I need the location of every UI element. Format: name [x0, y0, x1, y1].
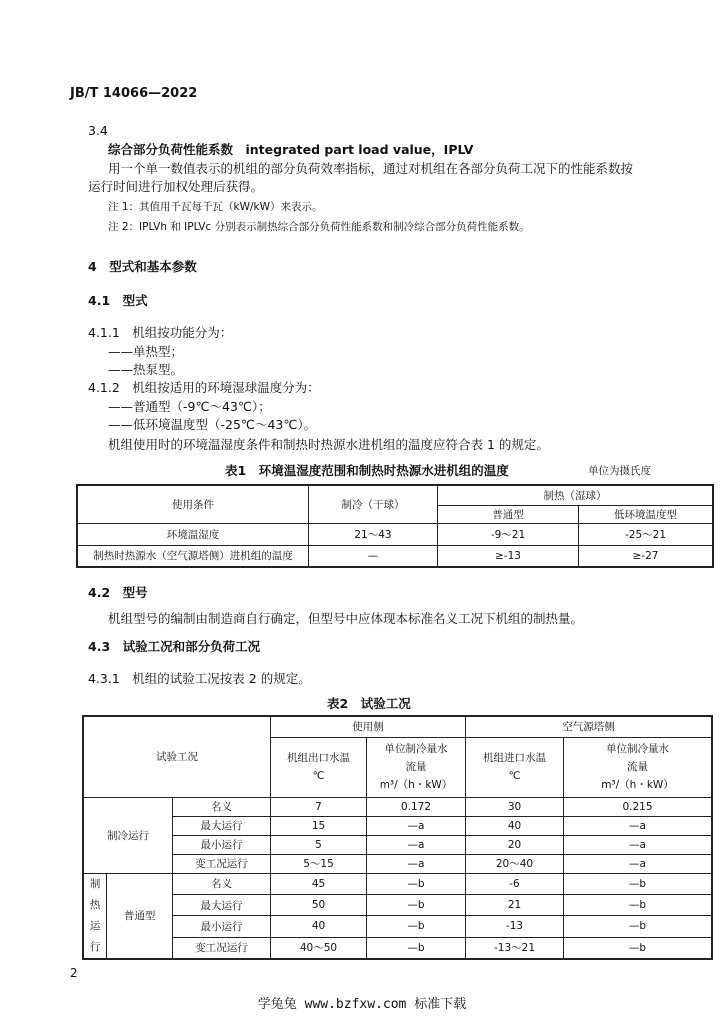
table-cell: —b: [367, 894, 466, 915]
table-cell: —a: [367, 854, 466, 873]
page-number: 2: [70, 966, 78, 980]
table-cell: 环境温湿度: [77, 523, 309, 545]
header-cell: [564, 737, 713, 797]
table-cell: 30: [466, 797, 564, 816]
table-cell: 7: [271, 797, 367, 816]
section-4-1-title: 4.1 型式: [88, 293, 148, 308]
table-cell: —: [309, 545, 438, 567]
section-4-2-title: 4.2 型号: [88, 585, 148, 600]
table-cell: 制热时热源水（空气源塔侧）进机组的温度: [77, 545, 309, 567]
table-row: [83, 873, 712, 894]
table-cell: 最小运行: [173, 916, 271, 937]
table-2: [82, 715, 713, 960]
definition-line2: 运行时间进行加权处理后获得。: [88, 179, 264, 194]
table-cell: 5: [271, 835, 367, 854]
header-cell: 使用条件: [77, 485, 309, 523]
table-cell: —b: [367, 937, 466, 958]
table-cell: 21: [466, 894, 564, 915]
table-cell: 15: [271, 816, 367, 835]
table1-reference: 机组使用时的环境温湿度条件和制热时热源水进机组的温度应符合表 1 的规定。: [108, 437, 549, 452]
section-4-title: 4 型式和基本参数: [88, 259, 197, 274]
list-item: ——热泵型。: [108, 362, 184, 377]
table-cell: ≥-13: [438, 545, 579, 567]
table-cell: 5～15: [271, 854, 367, 873]
table-cell: 40: [466, 816, 564, 835]
table-1: [76, 484, 714, 568]
note-1: 注 1：其值用千瓦每千瓦（kW/kW）来表示。: [108, 201, 323, 213]
table-cell: 变工况运行: [173, 854, 271, 873]
table1-unit: 单位为摄氏度: [588, 465, 651, 477]
table-row: [83, 894, 712, 915]
table-row: [83, 854, 712, 873]
heating-char: 行: [89, 940, 101, 953]
table-cell: 20: [466, 835, 564, 854]
table-cell: 名义: [173, 797, 271, 816]
list-item: ——单热型；: [108, 344, 184, 359]
table-cell: -9～21: [438, 523, 579, 545]
table-cell: 变工况运行: [173, 937, 271, 958]
clause-4-3-1: 4.3.1 机组的试验工况按表 2 的规定。: [88, 671, 311, 686]
table-cell: —a: [564, 816, 713, 835]
table-cell: —a: [367, 816, 466, 835]
table-cell: 最大运行: [173, 816, 271, 835]
table-row: [83, 816, 712, 835]
definition-line1: 用一个单一数值表示的机组的部分负荷效率指标，通过对机组在各部分负荷工况下的性能系数按: [108, 161, 634, 176]
table-cell: 0.215: [564, 797, 713, 816]
footer-watermark: 学兔兔 www.bzfxw.com 标准下载: [257, 997, 467, 1012]
heating-char: 制: [89, 877, 101, 890]
table-cell: —a: [564, 835, 713, 854]
clause-4-1-1: 4.1.1 机组按功能分为：: [88, 325, 233, 340]
header-cell: 空气源塔侧: [466, 716, 713, 737]
table2-title: 表2 试验工况: [327, 696, 411, 711]
standard-number: JB/T 14066—2022: [70, 86, 198, 101]
header-text: 流量: [405, 761, 427, 773]
header-cell: [367, 737, 466, 797]
header-cell: [271, 737, 367, 797]
table-cell: 最大运行: [173, 894, 271, 915]
table-cell: -25～21: [579, 523, 714, 545]
table-cell: —a: [367, 835, 466, 854]
header-text: 机组出口水温: [287, 752, 350, 764]
table-row: [83, 937, 712, 958]
list-item: ——普通型（-9℃～43℃）；: [108, 399, 271, 414]
cooling-group-cell: 制冷运行: [83, 797, 173, 873]
table-cell: 20～40: [466, 854, 564, 873]
table-cell: 50: [271, 894, 367, 915]
table-row: [77, 523, 713, 545]
table-cell: —b: [564, 937, 713, 958]
table-cell: 0.172: [367, 797, 466, 816]
section-4-2-text: 机组型号的编制由制造商自行确定，但型号中应体现本标准名义工况下机组的制热量。: [108, 611, 584, 626]
unit-text: ℃: [312, 770, 325, 782]
table-cell: —b: [564, 894, 713, 915]
section-4-3-title: 4.3 试验工况和部分负荷工况: [88, 639, 261, 654]
list-item: ——低环境温度型（-25℃～43℃）。: [108, 417, 317, 432]
table-row: [83, 916, 712, 937]
table-cell: -6: [466, 873, 564, 894]
header-cell: 低环境温度型: [579, 505, 714, 523]
term-iplv: 综合部分负荷性能系数 integrated part load value，IPLV: [108, 142, 474, 157]
table-cell: 21～43: [309, 523, 438, 545]
table1-title: 表1 环境温湿度范围和制热时热源水进机组的温度: [225, 463, 509, 478]
table-cell: —b: [564, 873, 713, 894]
clause-4-1-2: 4.1.2 机组按适用的环境湿球温度分为：: [88, 380, 320, 395]
header-cell: 制冷（干球）: [309, 485, 438, 523]
header-text: 机组进口水温: [483, 752, 546, 764]
header-cell: 普通型: [438, 505, 579, 523]
heating-group-cell: [83, 873, 107, 959]
header-cell: 制热（湿球）: [438, 485, 714, 505]
header-text: 单位制冷量水: [384, 743, 448, 755]
table-cell: —b: [564, 916, 713, 937]
clause-3-4-number: 3.4: [88, 123, 108, 138]
heating-char: 运: [89, 919, 101, 932]
table-row: [83, 835, 712, 854]
header-text: 流量: [627, 761, 648, 773]
heating-char: 热: [89, 898, 101, 911]
table-cell: 名义: [173, 873, 271, 894]
table-cell: —b: [367, 916, 466, 937]
header-text: 单位制冷量水: [606, 743, 669, 755]
table-cell: —b: [367, 873, 466, 894]
note-2: 注 2：IPLVh 和 IPLVc 分别表示制热综合部分负荷性能系数和制冷综合部分负荷性能系数。: [108, 221, 530, 233]
table-cell: ≥-27: [579, 545, 714, 567]
unit-text: m³/（h・kW）: [601, 779, 674, 791]
header-cell: 使用侧: [271, 716, 466, 737]
table-cell: -13: [466, 916, 564, 937]
table-row: [83, 797, 712, 816]
table-row: [77, 545, 713, 567]
unit-text: m³/（h・kW）: [379, 779, 453, 791]
table-cell: 45: [271, 873, 367, 894]
table-cell: 40～50: [271, 937, 367, 958]
heating-type-cell: 普通型: [107, 873, 173, 959]
table-cell: -13～21: [466, 937, 564, 958]
header-cell: [466, 737, 564, 797]
table-cell: —a: [564, 854, 713, 873]
unit-text: ℃: [508, 770, 521, 782]
header-cell: 试验工况: [83, 716, 271, 797]
table-cell: 最小运行: [173, 835, 271, 854]
table-cell: 40: [271, 916, 367, 937]
